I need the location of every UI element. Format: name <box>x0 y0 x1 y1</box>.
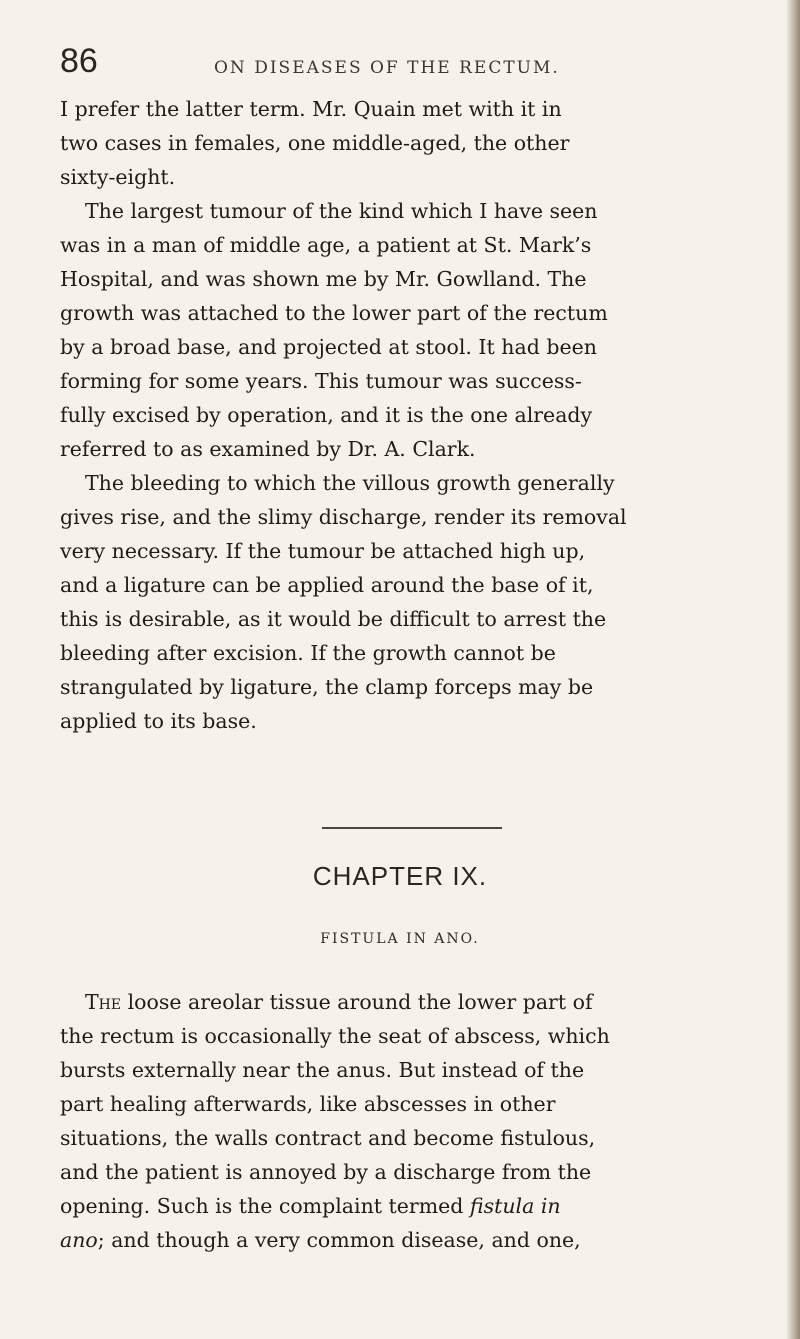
body-line: and a ligature can be applied around the base of it, <box>60 573 594 597</box>
body-line: referred to as examined by Dr. A. Clark. <box>60 437 476 461</box>
chapter-body-line <box>85 985 593 1019</box>
body-line: by a broad base, and projected at stool. It had been <box>60 335 597 359</box>
body-line: gives rise, and the slimy discharge, render its removal <box>60 505 627 529</box>
body-line: was in a man of middle age, a patient at St. Mark’s <box>60 233 592 257</box>
lead-word: The <box>85 990 122 1014</box>
last-line-rest: ; and though a very common disease, and one, <box>97 1228 581 1252</box>
body-line: sixty-eight. <box>60 165 176 189</box>
chapter-body-line <box>60 1223 581 1257</box>
chapter-body-line: situations, the walls contract and become fistulous, <box>60 1126 596 1150</box>
chapter-body-line <box>60 1189 561 1223</box>
body-line: two cases in females, one middle-aged, the other <box>60 131 570 155</box>
body-line: bleeding after excision. If the growth cannot be <box>60 641 556 665</box>
italic-term: fistula in <box>469 1194 561 1218</box>
body-line: forming for some years. This tumour was success- <box>60 369 582 393</box>
body-line: I prefer the latter term. Mr. Quain met with it in <box>60 97 562 121</box>
section-divider-rule <box>322 827 502 829</box>
page-edge-shadow <box>786 0 800 1339</box>
body-line: The largest tumour of the kind which I have seen <box>85 199 598 223</box>
chapter-body-line: part healing afterwards, like abscesses in other <box>60 1092 556 1116</box>
chapter-body-line: and the patient is annoyed by a discharge from the <box>60 1160 592 1184</box>
page-header <box>60 40 760 80</box>
chapter-title: CHAPTER IX. <box>312 861 488 891</box>
first-line-rest: loose areolar tissue around the lower part of <box>121 990 593 1014</box>
body-line: Hospital, and was shown me by Mr. Gowlland. The <box>60 267 587 291</box>
body-line: growth was attached to the lower part of the rectum <box>60 301 608 325</box>
section-title: FISTULA IN ANO. <box>320 931 480 947</box>
chapter-body-line: the rectum is occasionally the seat of abscess, which <box>60 1024 610 1048</box>
line-start: opening. Such is the complaint termed <box>60 1194 470 1218</box>
body-line: fully excised by operation, and it is the one already <box>60 403 593 427</box>
chapter-body-line: bursts externally near the anus. But instead of the <box>60 1058 585 1082</box>
page-number: 86 <box>60 42 98 80</box>
italic-ano: ano <box>60 1228 98 1252</box>
body-line: applied to its base. <box>60 709 257 733</box>
body-line: this is desirable, as it would be difficult to arrest the <box>60 607 607 631</box>
body-line: strangulated by ligature, the clamp forceps may be <box>60 675 594 699</box>
body-line: very necessary. If the tumour be attached high up, <box>60 539 586 563</box>
body-line: The bleeding to which the villous growth generally <box>85 471 615 495</box>
running-head: ON DISEASES OF THE RECTUM. <box>214 58 560 78</box>
